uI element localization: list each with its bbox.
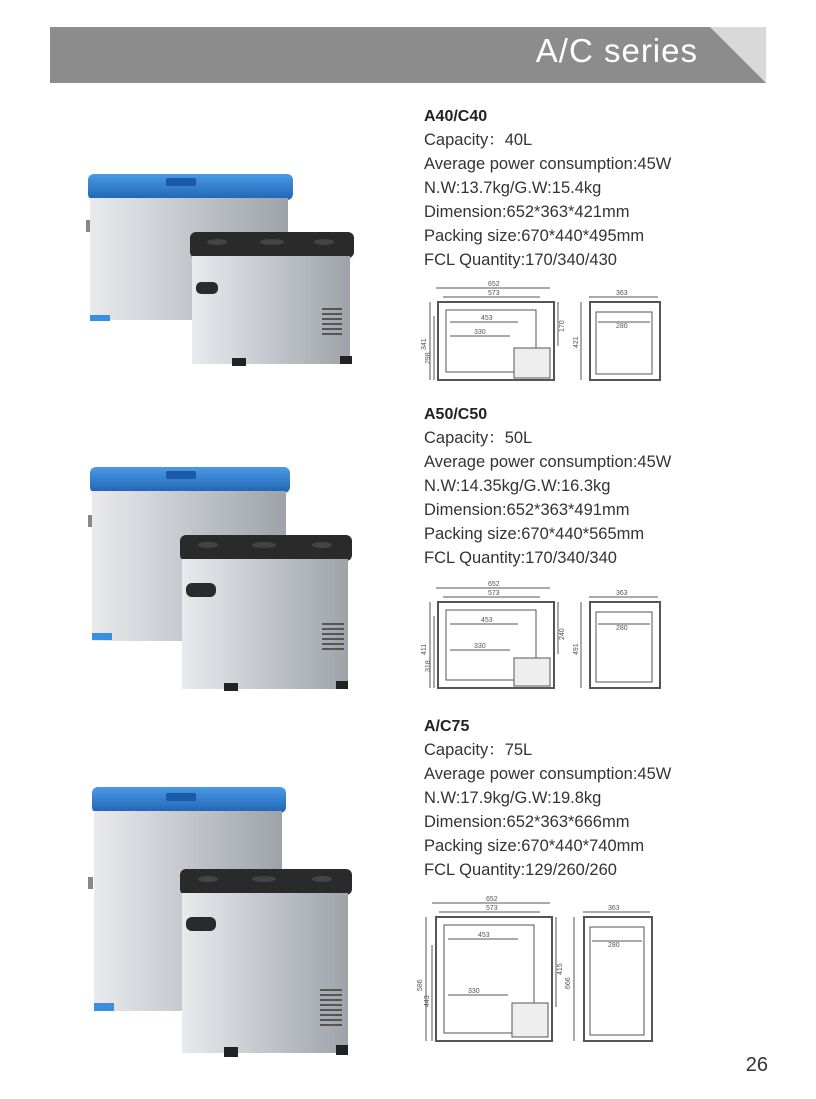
dimension-text: Dimension:652*363*666mm <box>424 813 630 831</box>
power-text: Average power consumption:45W <box>424 155 672 173</box>
dim-depth: 363 <box>616 590 628 597</box>
dim-liner-depth: 280 <box>616 625 628 632</box>
fcl-text: FCL Quantity:170/340/340 <box>424 549 617 567</box>
weight-text: N.W:17.9kg/G.W:19.8kg <box>424 789 602 807</box>
weight-text: N.W:14.35kg/G.W:16.3kg <box>424 477 611 495</box>
spec-block-a50 <box>424 406 671 570</box>
dim-inner-height: 443 <box>424 995 431 1007</box>
spec-block-ac75 <box>424 718 671 882</box>
packing-text: Packing size:670*440*495mm <box>424 227 645 245</box>
dim-step-width: 330 <box>468 988 480 995</box>
dimension-drawing-ac75 <box>414 895 674 1045</box>
dim-side-height: 170 <box>559 320 566 332</box>
dim-side-height: 240 <box>559 628 566 640</box>
dim-step-width: 330 <box>474 643 486 650</box>
spec-block-a40 <box>424 108 671 272</box>
product-photo-ac75 <box>82 785 357 1060</box>
page-number: 26 <box>745 1054 768 1076</box>
dim-depth: 363 <box>608 905 620 912</box>
dim-inner-width: 573 <box>488 590 500 597</box>
weight-text: N.W:13.7kg/G.W:15.4kg <box>424 179 602 197</box>
dim-total-height: 491 <box>573 643 580 655</box>
banner-fold-decoration <box>710 27 766 83</box>
capacity-text: Capacity：50L <box>424 429 533 447</box>
dim-outer-width: 652 <box>488 281 500 288</box>
packing-text: Packing size:670*440*740mm <box>424 837 645 855</box>
dim-inner-height: 298 <box>425 352 432 364</box>
dim-total-height: 666 <box>565 977 572 989</box>
packing-text: Packing size:670*440*565mm <box>424 525 645 543</box>
dim-outer-width: 652 <box>488 581 500 588</box>
product-photo-a50 <box>84 465 359 695</box>
dim-step-width: 330 <box>474 329 486 336</box>
dim-depth: 363 <box>616 290 628 297</box>
dim-liner-depth: 280 <box>616 323 628 330</box>
header-banner <box>50 27 766 83</box>
dim-liner-depth: 280 <box>608 942 620 949</box>
model-name: A50/C50 <box>424 406 488 423</box>
dimension-drawing-a50 <box>418 580 678 692</box>
capacity-text: Capacity：40L <box>424 131 533 149</box>
capacity-text: Capacity：75L <box>424 741 533 759</box>
fcl-text: FCL Quantity:170/340/430 <box>424 251 617 269</box>
dim-total-height: 421 <box>573 336 580 348</box>
dim-left-height: 411 <box>421 643 428 655</box>
dim-side-height: 415 <box>557 963 564 975</box>
dimension-drawing-a40 <box>418 280 678 385</box>
dim-inner-width: 573 <box>488 290 500 297</box>
dim-left-height: 586 <box>417 979 424 991</box>
model-name: A/C75 <box>424 718 470 735</box>
dim-left-height: 341 <box>421 338 428 350</box>
page-title: A/C series <box>535 32 698 69</box>
dim-inner-width: 573 <box>486 905 498 912</box>
dim-liner-width: 453 <box>478 932 490 939</box>
dim-inner-height: 318 <box>425 660 432 672</box>
model-name: A40/C40 <box>424 108 488 125</box>
dimension-text: Dimension:652*363*421mm <box>424 203 630 221</box>
dim-liner-width: 453 <box>481 617 493 624</box>
fcl-text: FCL Quantity:129/260/260 <box>424 861 617 879</box>
dim-outer-width: 652 <box>486 896 498 903</box>
product-photo-a40 <box>82 170 357 370</box>
power-text: Average power consumption:45W <box>424 765 672 783</box>
dimension-text: Dimension:652*363*491mm <box>424 501 630 519</box>
power-text: Average power consumption:45W <box>424 453 672 471</box>
dim-liner-width: 453 <box>481 315 493 322</box>
